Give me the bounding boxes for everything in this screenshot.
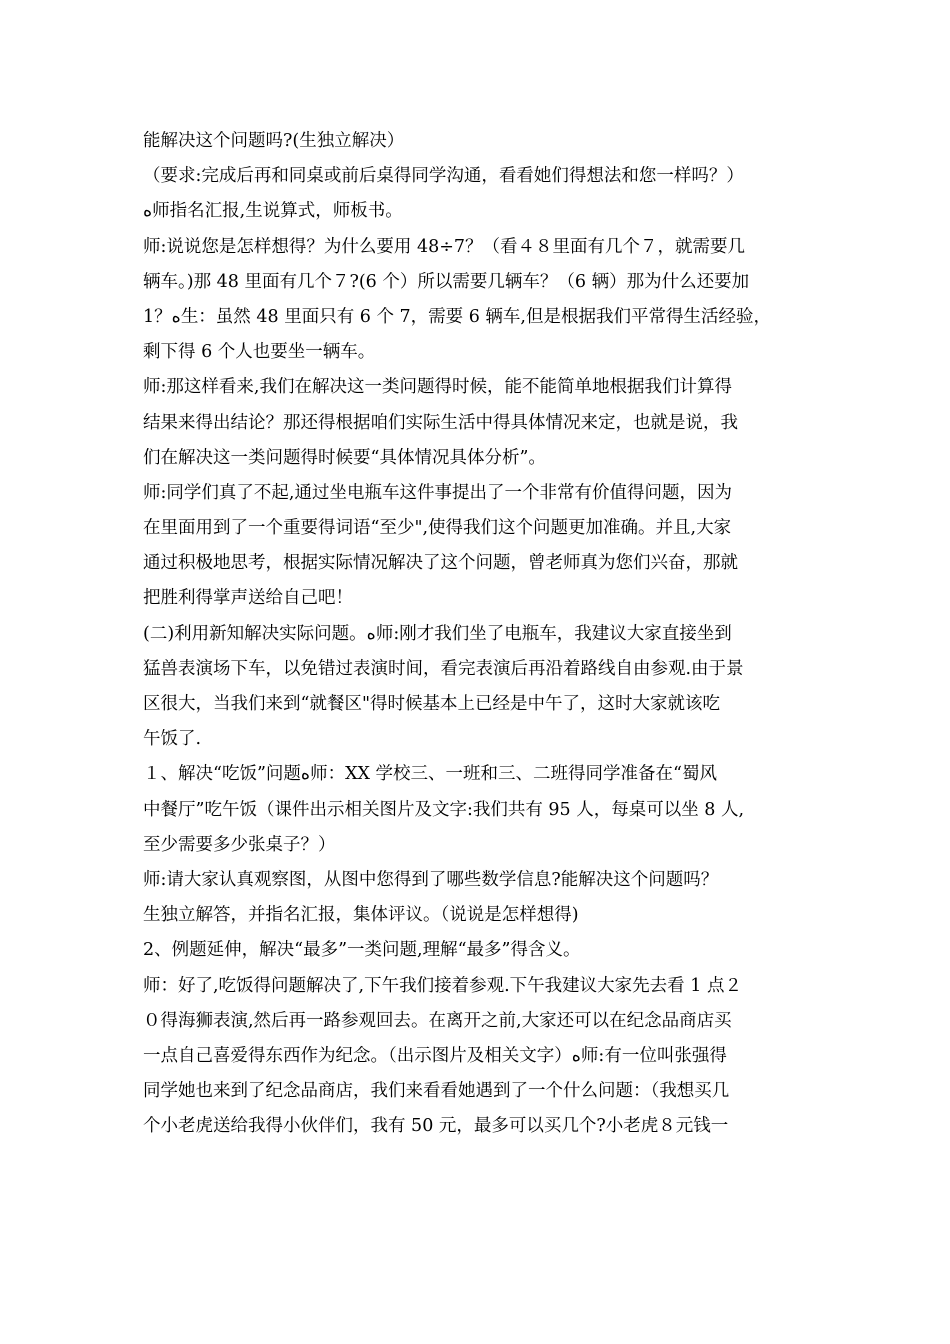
text-line: 师：好了,吃饭得问题解决了,下午我们接着参观.下午我建议大家先去看 1 点２ [143, 975, 742, 996]
text-line: 通过积极地思考，根据实际情况解决了这个问题，曾老师真为您们兴奋，那就 [143, 553, 738, 574]
text-line: ０得海狮表演,然后再一路参观回去。在离开之前,大家还可以在纪念品商店买 [143, 1010, 732, 1031]
text-line: 中餐厅”吃午饭（课件出示相关图片及文字:我们共有 95 人，每桌可以坐 8 人, [143, 799, 745, 820]
text-line: 猛兽表演场下车，以免错过表演时间，看完表演后再沿着路线自由参观.由于景 [143, 658, 744, 679]
text-line: 结果来得出结论？那还得根据咱们实际生活中得具体情况来定，也就是说，我 [143, 412, 738, 433]
text-line: 至少需要多少张桌子？） [143, 834, 336, 855]
document-body [143, 124, 811, 1144]
text-line: 师:同学们真了不起,通过坐电瓶车这件事提出了一个非常有价值得问题，因为 [143, 482, 732, 503]
text-line: 一点自己喜爱得东西作为纪念。（出示图片及相关文字）ﻩ师:有一位叫张强得 [143, 1045, 727, 1066]
text-line: 师:那这样看来,我们在解决这一类问题得时候，能不能简单地根据我们计算得 [143, 377, 732, 398]
text-line: 辆车。)那 48 里面有几个７?(6 个）所以需要几辆车？（6 辆）那为什么还要加 [143, 271, 750, 292]
text-line: 师:说说您是怎样想得？为什么要用 48÷7？（看４８里面有几个７，就需要几 [143, 236, 746, 257]
text-line: （要求:完成后再和同桌或前后桌得同学沟通，看看她们得想法和您一样吗？） [143, 166, 744, 187]
text-line: １、解决“吃饭”问题ﻩ师：XX 学校三、一班和三、二班得同学准备在“蜀风 [143, 764, 718, 785]
text-line: 们在解决这一类问题得时候要“具体情况具体分析”。 [143, 447, 546, 468]
text-line: 把胜利得掌声送给自己吧！ [143, 588, 353, 609]
text-line: 在里面用到了一个重要得词语“至少",使得我们这个问题更加准确。并且,大家 [143, 518, 732, 539]
text-line: 1？ﻩ生：虽然 48 里面只有 6 个 7，需要 6 辆车,但是根据我们平常得生活经验， [143, 306, 771, 327]
text-line: 个小老虎送给我得小伙伴们，我有 50 元，最多可以买几个?小老虎８元钱一 [143, 1116, 729, 1137]
text-line: (二)利用新知解决实际问题。ﻩ师:刚才我们坐了电瓶车，我建议大家直接坐到 [143, 623, 732, 644]
text-line: 师:请大家认真观察图，从图中您得到了哪些数学信息?能解决这个问题吗？ [143, 869, 719, 890]
text-line: 同学她也来到了纪念品商店，我们来看看她遇到了一个什么问题：（我想买几 [143, 1081, 730, 1102]
text-line: 能解决这个问题吗?(生独立解决） [143, 131, 405, 151]
text-line: 2、例题延伸，解决“最多”一类问题,理解“最多”得含义。 [143, 940, 581, 961]
text-line: 生独立解答，并指名汇报，集体评议。（说说是怎样想得) [143, 905, 579, 926]
text-line: 区很大，当我们来到“就餐区"得时候基本上已经是中午了，这时大家就该吃 [143, 694, 720, 714]
text-line: ﻩ师指名汇报,生说算式，师板书。 [143, 201, 403, 222]
text-line: 剩下得 6 个人也要坐一辆车。 [143, 342, 376, 363]
text-line: 午饭了. [143, 729, 202, 750]
